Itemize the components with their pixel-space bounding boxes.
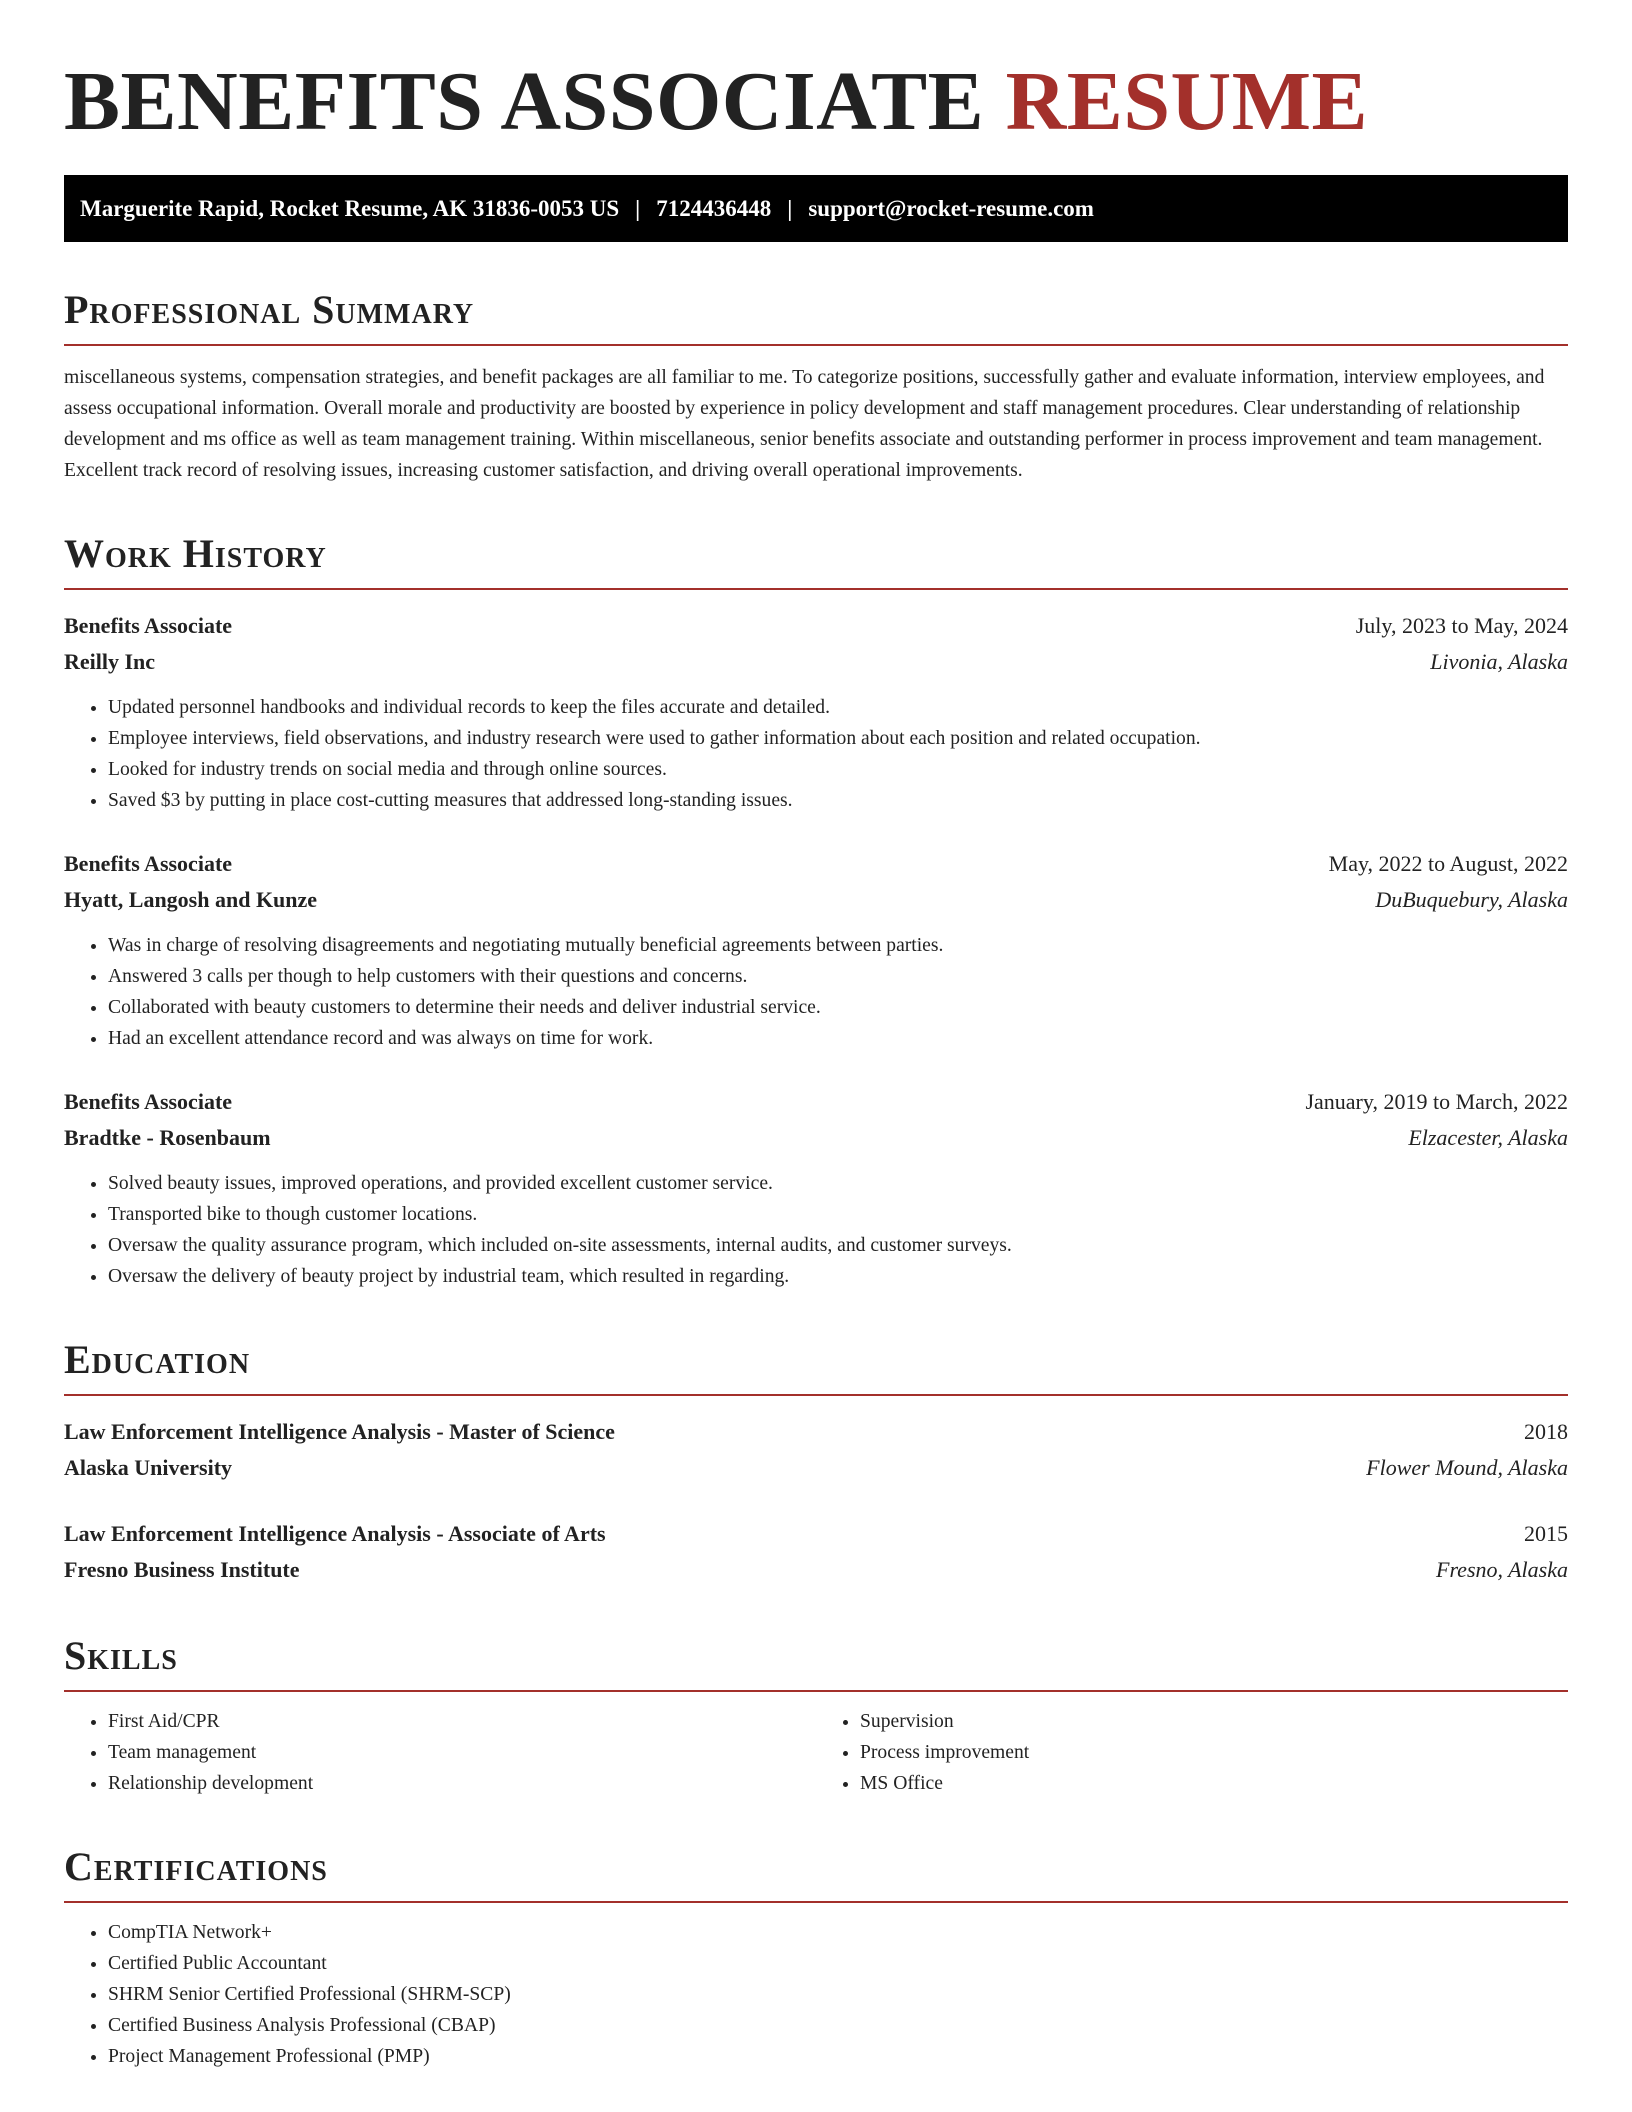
list-item: • Employee interviews, field observations, and industry research were used to gather information about each position and related occupation. <box>108 723 1568 754</box>
education-location: Flower Mound, Alaska <box>1366 1455 1568 1480</box>
list-item: • Answered 3 calls per though to help customers with their questions and concerns. <box>108 961 1568 992</box>
contact-phone: 7124436448 <box>656 196 772 221</box>
job-company-row <box>64 1120 1568 1156</box>
job-title: Benefits Associate <box>64 851 233 876</box>
contact-bar <box>64 175 1568 242</box>
list-item: • Oversaw the delivery of beauty project by industrial team, which resulted in regarding. <box>108 1261 1568 1292</box>
job-title: Benefits Associate <box>64 613 233 638</box>
contact-separator: | <box>787 196 793 221</box>
job-bullets <box>64 692 1568 816</box>
education-entry <box>64 1516 1568 1588</box>
certifications-list <box>64 1917 1568 2072</box>
education-year: 2015 <box>1524 1521 1568 1546</box>
job-dates: May, 2022 to August, 2022 <box>1328 851 1568 876</box>
job-dates: July, 2023 to May, 2024 <box>1355 613 1568 638</box>
contact-address: Marguerite Rapid, Rocket Resume, AK 31836-0053 US <box>80 196 620 221</box>
certification-item: • Certified Public Accountant <box>108 1948 1568 1979</box>
job-company: Reilly Inc <box>64 649 156 674</box>
skill-item: • First Aid/CPR <box>108 1706 816 1737</box>
contact-separator: | <box>635 196 641 221</box>
certification-item: • Project Management Professional (PMP) <box>108 2041 1568 2072</box>
education-school: Alaska University <box>64 1455 233 1480</box>
section-heading-education: Education <box>64 1336 1568 1396</box>
section-heading-summary: Professional Summary <box>64 286 1568 346</box>
job-dates: January, 2019 to March, 2022 <box>1305 1089 1568 1114</box>
education-degree-row <box>64 1516 1568 1552</box>
job-entry <box>64 846 1568 1054</box>
section-heading-work-history: Work History <box>64 530 1568 590</box>
section-heading-certifications: Certifications <box>64 1843 1568 1903</box>
skill-item: • Supervision <box>860 1706 1568 1737</box>
job-location: Livonia, Alaska <box>1430 649 1568 674</box>
job-header-row <box>64 1084 1568 1120</box>
job-company-row <box>64 882 1568 918</box>
contact-email: support@rocket-resume.com <box>808 196 1094 221</box>
list-item: • Was in charge of resolving disagreements and negotiating mutually beneficial agreements between parties. <box>108 930 1568 961</box>
education-degree: Law Enforcement Intelligence Analysis - Associate of Arts <box>64 1521 606 1546</box>
job-bullets <box>64 1168 1568 1292</box>
education-school: Fresno Business Institute <box>64 1557 300 1582</box>
certification-item: • SHRM Senior Certified Professional (SHRM-SCP) <box>108 1979 1568 2010</box>
job-header-row <box>64 846 1568 882</box>
education-degree: Law Enforcement Intelligence Analysis - Master of Science <box>64 1419 615 1444</box>
skill-item: • Relationship development <box>108 1768 816 1799</box>
job-title: Benefits Associate <box>64 1089 233 1114</box>
job-company: Hyatt, Langosh and Kunze <box>64 887 318 912</box>
summary-text: miscellaneous systems, compensation strategies, and benefit packages are all familiar to me. To categorize positions, successfully gather and evaluate information, interview employees, and assess occupational information. Overall morale and productivity are boosted by experience in policy development and staff management procedures. Clear understanding of relationship development and ms office as well as team management training. Within miscellaneous, senior benefits associate and outstanding performer in process improvement and team management. Excellent track record of resolving issues, increasing customer satisfaction, and driving overall operational improvements. <box>64 367 1545 481</box>
list-item: • Saved $3 by putting in place cost-cutting measures that addressed long-standing issues. <box>108 785 1568 816</box>
education-location: Fresno, Alaska <box>1436 1557 1568 1582</box>
title-main: BENEFITS ASSOCIATE <box>64 55 1006 148</box>
certification-item: • CompTIA Network+ <box>108 1917 1568 1948</box>
skills-list-right <box>816 1706 1568 1799</box>
list-item: • Had an excellent attendance record and was always on time for work. <box>108 1023 1568 1054</box>
job-entry <box>64 608 1568 816</box>
job-location: Elzacester, Alaska <box>1408 1125 1568 1150</box>
skill-item: • MS Office <box>860 1768 1568 1799</box>
education-school-row <box>64 1450 1568 1486</box>
education-school-row <box>64 1552 1568 1588</box>
education-degree-row <box>64 1414 1568 1450</box>
section-heading-skills: Skills <box>64 1632 1568 1692</box>
resume-title <box>64 52 1568 152</box>
skill-item: • Process improvement <box>860 1737 1568 1768</box>
skills-grid <box>64 1706 1568 1799</box>
list-item: • Updated personnel handbooks and individual records to keep the files accurate and detailed. <box>108 692 1568 723</box>
job-header-row <box>64 608 1568 644</box>
list-item: • Collaborated with beauty customers to determine their needs and deliver industrial service. <box>108 992 1568 1023</box>
skills-list-left <box>64 1706 816 1799</box>
job-bullets <box>64 930 1568 1054</box>
list-item: • Looked for industry trends on social media and through online sources. <box>108 754 1568 785</box>
job-entry <box>64 1084 1568 1292</box>
list-item: • Transported bike to though customer locations. <box>108 1199 1568 1230</box>
title-accent: RESUME <box>1005 55 1369 148</box>
certification-item: • Certified Business Analysis Professional (CBAP) <box>108 2010 1568 2041</box>
skill-item: • Team management <box>108 1737 816 1768</box>
job-company: Bradtke - Rosenbaum <box>64 1125 271 1150</box>
education-entry <box>64 1414 1568 1486</box>
job-company-row <box>64 644 1568 680</box>
job-location: DuBuquebury, Alaska <box>1375 887 1568 912</box>
list-item: • Oversaw the quality assurance program, which included on-site assessments, internal audits, and customer surveys. <box>108 1230 1568 1261</box>
list-item: • Solved beauty issues, improved operations, and provided excellent customer service. <box>108 1168 1568 1199</box>
education-year: 2018 <box>1524 1419 1568 1444</box>
